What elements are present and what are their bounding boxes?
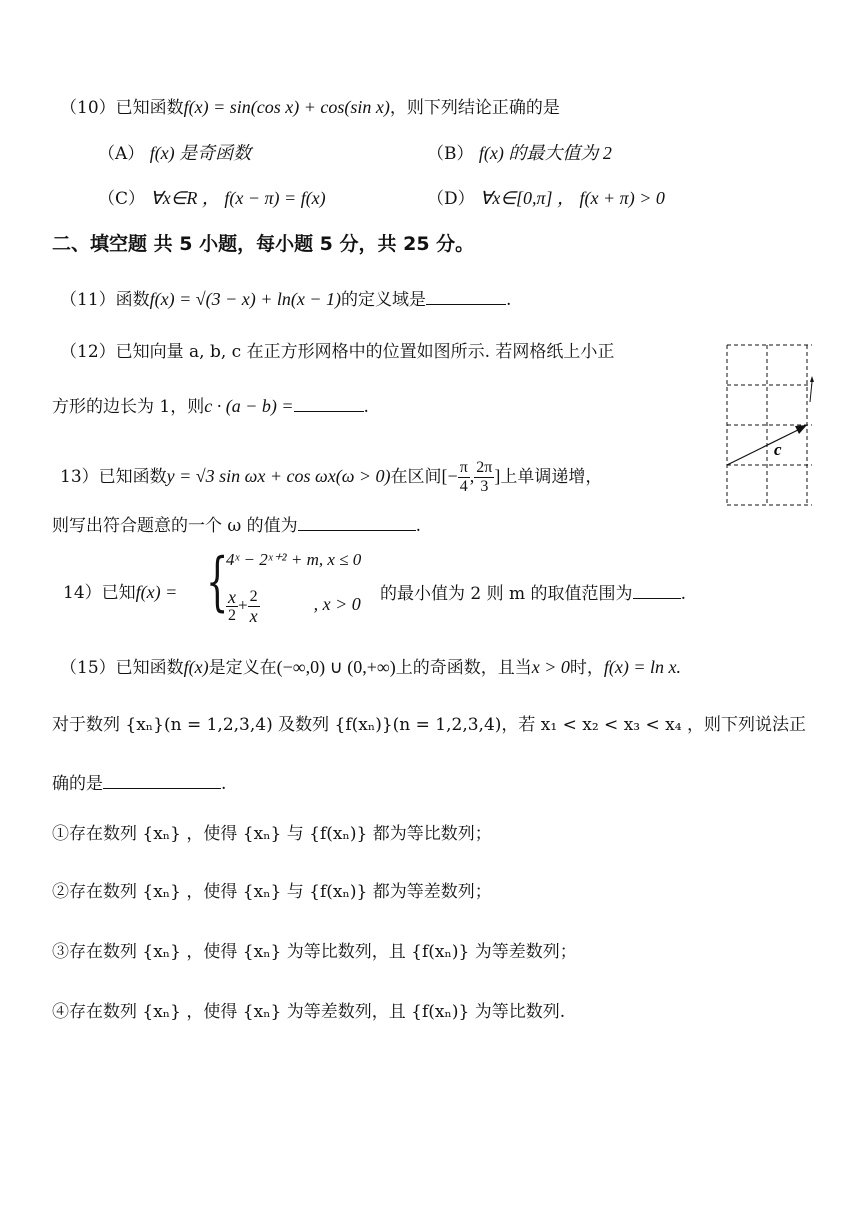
q15-text-b: 是定义在 <box>208 658 277 678</box>
q13-line2-text: 则写出符合题意的一个 ω 的值为 <box>52 516 298 536</box>
q15-item-4: ④存在数列 {xₙ} ，使得 {xₙ} 为等差数列，且 {f(xₙ)} 为等比数列. <box>52 1002 566 1022</box>
q13-fraction-1 <box>458 459 470 496</box>
q14-plus: + <box>238 595 248 615</box>
q15-lead: （15）已知函数 <box>60 658 184 678</box>
q10-option-d-label: （D） <box>427 189 475 209</box>
q15-item-2: ②存在数列 {xₙ} ，使得 {xₙ} 与 {f(xₙ)} 都为等差数列； <box>52 882 492 902</box>
q13 <box>60 452 602 501</box>
section-title: 二、填空题 共 5 小题，每小题 5 分，共 25 分。 <box>52 233 475 255</box>
frac-numerator: π <box>459 459 468 476</box>
q15-function: f(x) <box>183 657 209 677</box>
q14-tail <box>380 580 686 606</box>
q10-function: f(x) = sin(cos x) + cos(sin x) <box>183 97 390 117</box>
q14-frac-2 <box>248 588 260 625</box>
q13-mid: 在区间 <box>390 467 442 487</box>
q12-expression: c · (a − b) = <box>204 396 294 416</box>
frac-denominator: 4 <box>459 478 468 495</box>
q11-end: . <box>506 290 512 310</box>
q14-piece-2 <box>226 588 361 625</box>
q14-piece-2-condition: , x > 0 <box>313 594 361 615</box>
q10-option-a <box>98 141 251 166</box>
q13-comma: , <box>469 466 475 486</box>
q15-line2: 对于数列 {xₙ}(n = 1,2,3,4) 及数列 {f(xₙ)}(n = 1,2,3,4)，若 x₁ < x₂ < x₃ < x₄ ，则下列说法正 <box>52 715 806 735</box>
q13-tail: 上单调递增， <box>500 467 603 487</box>
frac-denominator: x <box>249 606 258 626</box>
q12-line1: （12）已知向量 a, b, c 在正方形网格中的位置如图所示. 若网格纸上小正 <box>60 342 615 362</box>
q14-end: . <box>680 584 686 604</box>
q14-piece-1: 4ˣ − 2ˣ⁺² + m, x ≤ 0 <box>226 550 362 569</box>
grid-lines <box>727 345 812 505</box>
vector-c-line <box>727 427 804 465</box>
q13-lead: 13）已知函数 <box>60 467 167 487</box>
q10-stem-tail: ，则下列结论正确的是 <box>389 98 560 118</box>
q15-definition: f(x) = ln x. <box>603 657 682 677</box>
answer-blank <box>294 393 364 412</box>
q10-stem-lead: （10）已知函数 <box>60 98 184 118</box>
q11 <box>60 286 511 312</box>
q11-tail: 的定义域是 <box>341 290 427 310</box>
frac-numerator: x <box>228 587 236 607</box>
q12-end: . <box>363 397 369 417</box>
q14-tail-text: 的最小值为 2 则 m 的取值范围为 <box>380 584 633 604</box>
q14-function-lhs: f(x) = <box>135 582 178 602</box>
vector-arrow-top <box>810 376 814 382</box>
frac-denominator: 2 <box>228 607 236 624</box>
q13-line2 <box>52 512 421 538</box>
q15-line3-lead: 确的是 <box>52 774 103 794</box>
q14-lead-text: 14）已知 <box>63 583 136 603</box>
q10-option-b-text: f(x) 的最大值为 2 <box>478 143 612 163</box>
vector-grid-figure <box>722 340 817 510</box>
answer-blank <box>103 770 221 789</box>
q14-frac-1 <box>226 588 238 625</box>
q10-option-a-label: （A） <box>98 144 145 164</box>
q13-end: . <box>415 516 422 536</box>
q15-item-3: ③存在数列 {xₙ} ，使得 {xₙ} 为等比数列，且 {f(xₙ)} 为等差数列； <box>52 942 577 962</box>
q11-lead: （11）函数 <box>60 290 150 310</box>
q12-line2-lead: 方形的边长为 1，则 <box>52 397 205 417</box>
q10-option-a-text: f(x) 是奇函数 <box>149 143 252 163</box>
q10-option-d <box>427 186 665 211</box>
q13-interval-close: ] <box>494 466 501 486</box>
vector-c-label: c <box>774 440 782 459</box>
q10-option-c <box>98 186 326 211</box>
q15-line3 <box>52 770 226 796</box>
answer-blank <box>633 580 681 599</box>
answer-blank <box>298 512 416 531</box>
q10-stem <box>60 95 560 120</box>
frac-numerator: 2 <box>249 588 258 605</box>
frac-denominator: 3 <box>480 478 489 495</box>
frac-numerator: 2π <box>476 459 493 476</box>
q10-option-c-text: ∀x∈R ， f(x − π) = f(x) <box>150 188 326 208</box>
q12-line2 <box>52 393 369 419</box>
q15-end: . <box>221 774 227 794</box>
vector-c-arrowhead <box>795 425 807 434</box>
q14-lead <box>63 580 177 605</box>
q10-option-c-label: （C） <box>98 189 146 209</box>
q10-option-b <box>427 141 612 166</box>
q11-function: f(x) = √(3 − x) + ln(x − 1) <box>149 289 342 309</box>
q15-condition: x > 0 <box>531 657 570 677</box>
q15-domain: (−∞,0) ∪ (0,+∞) <box>276 657 396 677</box>
answer-blank <box>426 286 506 305</box>
q15-line1 <box>60 655 681 680</box>
q15-item-1: ①存在数列 {xₙ} ，使得 {xₙ} 与 {f(xₙ)} 都为等比数列； <box>52 824 492 844</box>
q15-text-f: 时， <box>569 658 604 678</box>
q13-function: y = √3 sin ωx + cos ωx(ω > 0) <box>166 466 391 486</box>
q10-option-b-label: （B） <box>427 144 474 164</box>
q13-fraction-2 <box>474 459 494 496</box>
q15-text-d: 上的奇函数，且当 <box>395 658 532 678</box>
q13-interval-open: [− <box>441 466 458 486</box>
q10-option-d-text: ∀x∈[0,π] ， f(x + π) > 0 <box>480 188 665 208</box>
piecewise-brace: { <box>206 545 229 619</box>
